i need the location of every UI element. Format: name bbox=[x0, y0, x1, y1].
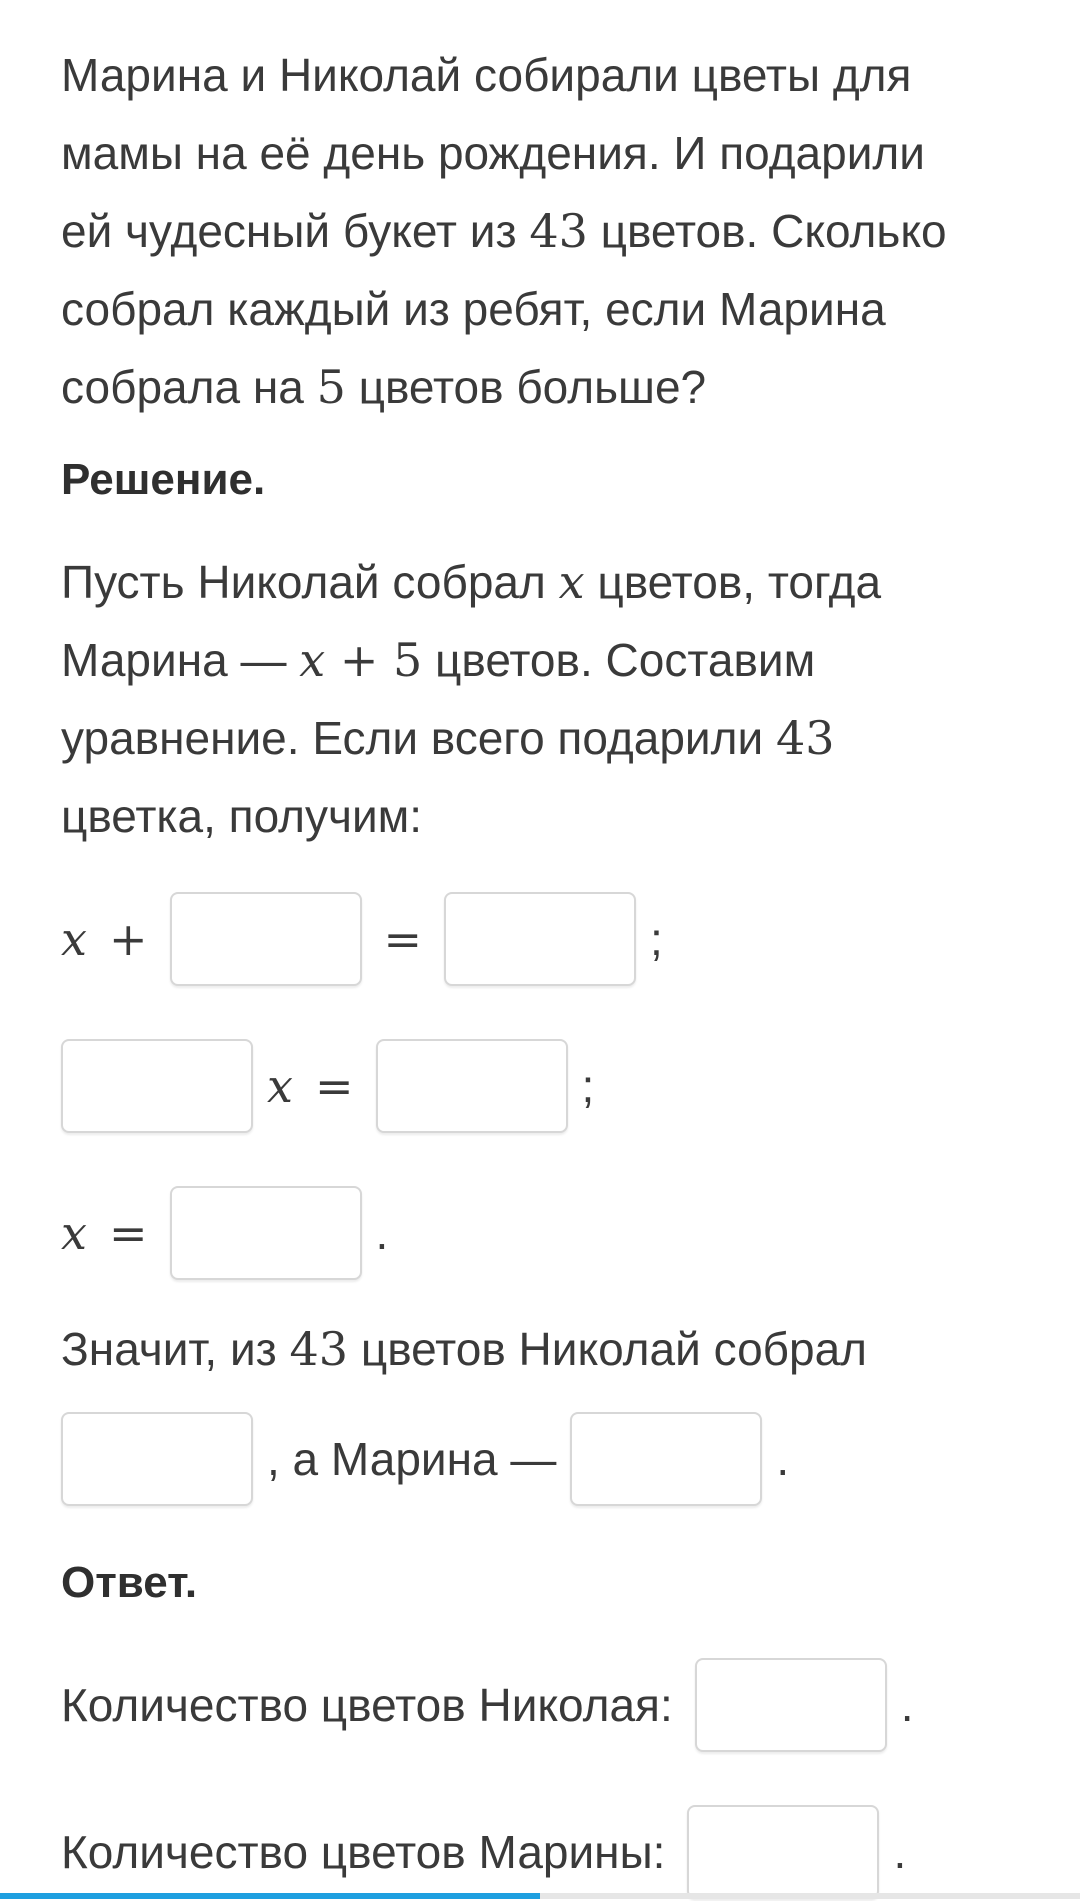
conclusion-a: Значит, из bbox=[61, 1323, 290, 1375]
equals-sign: = bbox=[383, 912, 423, 966]
answer-marina bbox=[61, 1803, 906, 1901]
nikolay-flowers-input[interactable] bbox=[61, 1412, 253, 1506]
problem-text bbox=[61, 36, 1021, 426]
eq1-result-input[interactable] bbox=[444, 892, 636, 986]
answer-nikolay bbox=[61, 1656, 914, 1754]
variable-x: x bbox=[61, 1206, 87, 1260]
equation-3 bbox=[61, 1184, 388, 1282]
problem-number-5: 5 bbox=[316, 360, 346, 414]
solution-line-4: цветка, получим: bbox=[61, 790, 423, 842]
variable-x: x bbox=[267, 1059, 293, 1113]
equation-1 bbox=[61, 890, 663, 988]
problem-line-1: Марина и Николай собирали цветы для bbox=[61, 49, 912, 101]
conclusion-text bbox=[61, 1322, 867, 1376]
eq1-addend-input[interactable] bbox=[170, 892, 362, 986]
conclusion-inputs bbox=[61, 1410, 789, 1508]
answer-marina-label: Количество цветов Марины: bbox=[61, 1826, 666, 1878]
solution-line-2b: цветов. Составим bbox=[422, 634, 816, 686]
problem-line-2: мамы на её день рождения. И подарили bbox=[61, 127, 925, 179]
marina-flowers-input[interactable] bbox=[570, 1412, 762, 1506]
plus-sign: + bbox=[325, 633, 393, 687]
answer-nikolay-label: Количество цветов Николая: bbox=[61, 1679, 673, 1731]
solution-line-3a: уравнение. Если всего подарили bbox=[61, 712, 776, 764]
plus-sign: + bbox=[108, 912, 148, 966]
problem-line-4: собрал каждый из ребят, если Марина bbox=[61, 283, 886, 335]
solution-line-1a: Пусть Николай собрал bbox=[61, 556, 559, 608]
solution-line-1b: цветов, тогда bbox=[584, 556, 882, 608]
answer-heading: Ответ. bbox=[61, 1558, 198, 1607]
number-43: 43 bbox=[775, 711, 835, 765]
eq2-result-input[interactable] bbox=[376, 1039, 568, 1133]
solution-line-2a: Марина — bbox=[61, 634, 300, 686]
period: . bbox=[375, 1207, 389, 1259]
number-5: 5 bbox=[393, 633, 423, 687]
eq3-x-value-input[interactable] bbox=[170, 1186, 362, 1280]
problem-line-3b: цветов. Сколько bbox=[587, 205, 947, 257]
variable-x: x bbox=[61, 912, 87, 966]
solution-text bbox=[61, 543, 1021, 855]
progress-bar bbox=[0, 1893, 1080, 1899]
problem-line-3a: ей чудесный букет из bbox=[61, 205, 530, 257]
eq2-coefficient-input[interactable] bbox=[61, 1039, 253, 1133]
period: . bbox=[900, 1679, 914, 1731]
equals-sign: = bbox=[314, 1059, 354, 1113]
problem-line-5a: собрала на bbox=[61, 361, 317, 413]
answer-nikolay-input[interactable] bbox=[695, 1658, 887, 1752]
period: . bbox=[893, 1826, 907, 1878]
conclusion-c: , а Марина — bbox=[267, 1433, 557, 1485]
variable-x: x bbox=[299, 633, 326, 687]
answer-marina-input[interactable] bbox=[687, 1805, 879, 1899]
conclusion-b: цветов Николай собрал bbox=[348, 1323, 868, 1375]
number-43: 43 bbox=[289, 1322, 349, 1376]
progress-bar-fill bbox=[0, 1893, 540, 1899]
problem-line-5b: цветов больше? bbox=[345, 361, 707, 413]
problem-number-43: 43 bbox=[529, 204, 588, 258]
equation-2 bbox=[61, 1037, 594, 1135]
solution-heading: Решение. bbox=[61, 455, 266, 504]
semicolon: ; bbox=[650, 913, 663, 965]
period: . bbox=[776, 1433, 790, 1485]
semicolon: ; bbox=[581, 1060, 595, 1112]
equals-sign: = bbox=[108, 1206, 148, 1260]
variable-x: x bbox=[558, 555, 585, 609]
